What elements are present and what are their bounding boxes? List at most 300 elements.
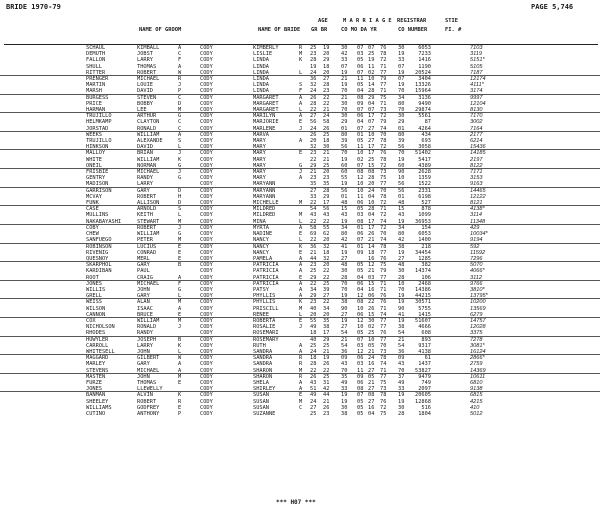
groom-surname: WHITE [86,156,102,163]
bride-age: 22 [323,274,330,281]
marriage-month: 08 [357,169,364,176]
registrar-number: 6053 [418,231,431,238]
film-number: 12028 [470,324,486,331]
marriage-day: 21 [368,268,375,275]
marriage-month: 12 [357,317,364,324]
marriage-year: 76 [380,299,387,306]
film-number: 4138* [470,206,485,213]
groom-middle-initial: A [178,361,182,368]
groom-age: 28 [310,57,317,64]
marriage-month: 04 [357,119,364,126]
groom-residence: CODY [200,69,213,76]
bride-age: 20 [323,262,330,269]
groom-given-name: GARY [137,293,150,300]
registrar-county: 19 [398,156,405,163]
registrar-county: 28 [398,410,405,417]
groom-surname: SHEELEY [86,398,109,405]
registrar-number: 15964 [415,88,431,95]
marriage-month: 05 [357,57,364,64]
bride-middle-initial: R [299,373,303,380]
groom-surname: WILLIAMS [86,404,112,411]
registrar-number: 1522 [418,181,431,188]
registrar-number: 7233 [418,51,431,58]
marriage-day: 27 [368,125,375,132]
marriage-day: 30 [368,317,375,324]
groom-given-name: BRIAN [137,150,153,157]
marriage-county: 30 [341,404,348,411]
marriage-year: 74 [380,125,387,132]
film-number: 7171 [470,169,483,176]
marriage-month: 12 [357,348,364,355]
groom-middle-initial: C [178,125,182,132]
groom-given-name: THOMAS [137,63,157,70]
groom-surname: MAGGARD [86,355,109,362]
marriage-month: 05 [357,330,364,337]
groom-given-name: MICHAEL [137,280,160,287]
groom-age: 23 [310,51,317,58]
film-number: 9138 [470,386,483,393]
bride-age: 43 [323,212,330,219]
marriage-month: 03 [357,361,364,368]
marriage-day: 17 [368,144,375,151]
registrar-county: 07 [398,63,405,70]
registrar-county: 33 [398,386,405,393]
marriage-day: 04 [368,212,375,219]
registrar-county: 54 [398,342,405,349]
groom-given-name: STEVEN [137,94,157,101]
groom-age: 22 [310,280,317,287]
marriage-year: 70 [380,342,387,349]
ledger-title: BRIDE 1970-79 [6,3,61,11]
marriage-county: 19 [341,69,348,76]
groom-surname: JONES [86,386,102,393]
marriage-year: 71 [380,100,387,107]
marriage-county: 70 [341,150,348,157]
groom-middle-initial: G [178,113,182,120]
marriage-day: 17 [368,218,375,225]
groom-age: 25 [310,410,317,417]
groom-surname: WILSON [86,305,106,312]
registrar-county: 15 [398,206,405,213]
bride-given-name: NANCY [253,243,269,250]
groom-age: 22 [310,107,317,114]
bride-age: 19 [323,355,330,362]
bride-given-name: MARGARET [253,94,279,101]
marriage-month: 07 [357,125,364,132]
bride-age: 22 [323,268,330,275]
bride-given-name: MARVA [253,131,269,138]
groom-middle-initial: K [178,156,182,163]
groom-age: 26 [310,131,317,138]
film-number: 6214 [470,138,483,145]
film-number: 15436 [470,144,486,151]
marriage-year: 79 [380,119,387,126]
film-number: 9163 [470,181,483,188]
bride-age: 28 [323,187,330,194]
registrar-county: 19 [398,218,405,225]
groom-residence: CODY [200,218,213,225]
registrar-county: 19 [398,249,405,256]
film-number: 6815 [470,392,483,399]
registrar-number: 1190 [418,63,431,70]
groom-age: 54 [310,206,317,213]
marriage-year: 72 [380,404,387,411]
bride-age: 21 [323,348,330,355]
groom-given-name: ROBERT [137,224,157,231]
marriage-month: 08 [357,299,364,306]
marriage-day: 03 [368,274,375,281]
bride-middle-initial: A [299,255,303,262]
groom-given-name: MICHAEL [137,169,160,176]
groom-surname: PRENGER [86,76,109,83]
marriage-day: 16 [368,286,375,293]
groom-residence: CODY [200,404,213,411]
groom-middle-initial: M [178,218,182,225]
marriage-county: 48 [341,262,348,269]
marriage-county: 15 [341,206,348,213]
groom-given-name: ROBERT [137,69,157,76]
groom-middle-initial: K [178,342,182,349]
bride-middle-initial: E [299,274,303,281]
groom-given-name: RANDY [137,330,153,337]
groom-middle-initial: G [178,286,182,293]
bride-middle-initial: S [299,82,303,89]
film-number: 4215 [470,398,483,405]
groom-given-name: ISAAC [137,305,153,312]
bride-age: 17 [323,330,330,337]
groom-middle-initial: B [178,262,182,269]
marriage-month: 03 [357,342,364,349]
bride-age: 22 [323,367,330,374]
bride-given-name: MARJORIE [253,119,279,126]
marriage-month: 07 [357,392,364,399]
film-number: 14465 [470,187,486,194]
marriage-county: 29 [341,119,348,126]
marriage-year: 73 [380,386,387,393]
bride-given-name: SUSAN [253,398,269,405]
marriage-county: 55 [341,175,348,182]
groom-given-name: ROBERT [137,193,157,200]
registrar-number: 2468 [418,280,431,287]
groom-age: 49 [310,392,317,399]
groom-surname: CARROLL [86,342,109,349]
bride-given-name: SANDRA [253,361,273,368]
marriage-day: 17 [368,224,375,231]
marriage-year: 77 [380,373,387,380]
groom-surname: MARTIN [86,82,106,89]
marriage-day: 14 [368,243,375,250]
marriage-month: 06 [357,379,364,386]
bride-given-name: MARY [253,150,266,157]
bride-given-name: ROSALIE [253,324,276,331]
bride-given-name: PATRICIA [253,274,279,281]
groom-surname: SKARPHOL [86,262,112,269]
marriage-day: 05 [368,342,375,349]
bride-age: 27 [323,293,330,300]
marriage-year: 73 [380,169,387,176]
groom-given-name: LARRY [137,57,153,64]
groom-age: 26 [310,373,317,380]
marriage-day: 10 [368,131,375,138]
groom-residence: CODY [200,293,213,300]
bride-age: 20 [323,237,330,244]
bride-given-name: LINDA [253,63,269,70]
groom-surname: COX [86,317,96,324]
groom-given-name: ALAN [137,299,150,306]
bride-middle-initial: J [299,324,303,331]
bride-age: 23 [323,410,330,417]
bride-age: 20 [323,169,330,176]
groom-given-name: GARY [137,187,150,194]
marriage-day: 14 [368,82,375,89]
marriage-county: 38 [341,299,348,306]
registrar-county: 43 [398,212,405,219]
bride-middle-initial: A [299,293,303,300]
groom-middle-initial: F [178,57,182,64]
bride-given-name: SANDRA [253,355,273,362]
film-number: 2759 [470,361,483,368]
groom-middle-initial: E [178,249,182,256]
bride-given-name: SHIRLEY [253,386,276,393]
groom-middle-initial: E [178,311,182,318]
bride-middle-initial: M [299,398,303,405]
marriage-county: 54 [341,342,348,349]
marriage-month: 02 [357,156,364,163]
marriage-month: 04 [357,286,364,293]
registrar-county: 70 [398,88,405,95]
bride-age: 62 [323,231,330,238]
bride-middle-initial: L [299,311,303,318]
bride-middle-initial: A [299,113,303,120]
marriage-month: 05 [357,82,364,89]
bride-given-name: PATRICIA [253,280,279,287]
groom-age: 23 [310,262,317,269]
groom-surname: CHEW [86,231,99,238]
marriage-county: 21 [341,94,348,101]
groom-age: 29 [310,274,317,281]
marriage-county: 19 [341,82,348,89]
marriage-county: 30 [341,113,348,120]
marriage-county: 01 [341,193,348,200]
groom-age: 43 [310,212,317,219]
bride-middle-initial: A [299,138,303,145]
film-number: 3114 [470,212,483,219]
film-number: 14369 [470,367,486,374]
film-number: 8122 [470,162,483,169]
bride-given-name: MARY [253,162,266,169]
registrar-number: 878 [421,206,431,213]
bride-given-name: PATRICIA [253,262,279,269]
groom-surname: KARDIBAN [86,268,112,275]
groom-given-name: KIMBALL [137,45,160,51]
marriage-year: 79 [380,268,387,275]
registrar-county: 70 [398,286,405,293]
bride-age: 18 [323,63,330,70]
bride-given-name: SHARON [253,373,273,380]
marriage-year: 77 [380,274,387,281]
bride-given-name: LINDA [253,82,269,89]
film-number: 7170 [470,113,483,120]
groom-middle-initial: J [178,224,182,231]
bride-middle-initial: A [299,348,303,355]
marriage-month: 10 [357,150,364,157]
marriage-year: 76 [380,255,387,262]
groom-age: 23 [310,150,317,157]
bride-age: 27 [323,76,330,83]
marriage-year: 77 [380,181,387,188]
groom-middle-initial: S [178,206,182,213]
groom-age: 18 [310,330,317,337]
marriage-day: 10 [368,336,375,343]
marriage-month: 06 [357,280,364,287]
bride-middle-initial: F [299,88,303,95]
groom-middle-initial: J [178,82,182,89]
bride-age: 21 [323,156,330,163]
groom-column-header: NAME OF GROOM [139,27,182,33]
registrar-county: 70 [398,107,405,114]
bride-middle-initial: M [299,51,303,58]
registrar-number: 9479 [418,373,431,380]
groom-age: 18 [310,355,317,362]
bride-age: 21 [323,398,330,405]
marriage-county: 70 [341,280,348,287]
groom-given-name: MERL [137,255,150,262]
bride-age: 29 [323,193,330,200]
groom-residence: CODY [200,82,213,89]
film-number: 7164 [470,125,483,132]
marriage-month: 11 [357,367,364,374]
groom-age: 24 [310,88,317,95]
registrar-number: 4264 [418,125,431,132]
marriage-year: 76 [380,398,387,405]
marriage-day: 10 [368,76,375,83]
marriage-county: 42 [341,51,348,58]
groom-middle-initial: M [178,373,182,380]
marriage-day: 28 [368,88,375,95]
groom-surname: ONEIL [86,162,102,169]
groom-middle-initial: L [178,293,182,300]
groom-middle-initial: L [178,212,182,219]
groom-age: 20 [310,138,317,145]
marriage-day: 16 [368,404,375,411]
marriage-county: 28 [341,274,348,281]
registrar-number: 14374 [415,268,431,275]
marriage-day: 21 [368,237,375,244]
bride-given-name: SUSAN [253,392,269,399]
registrar-number: 6053 [418,45,431,51]
registrar-number: 1416 [418,57,431,64]
groom-given-name: WILLIAM [137,156,160,163]
groom-middle-initial: K [178,392,182,399]
marriage-year: 70 [380,187,387,194]
film-number: 9997 [470,94,483,101]
bride-middle-initial: R [299,355,303,362]
groom-given-name: JOSEPH [137,336,157,343]
film-number: 7278 [470,336,483,343]
groom-age: 23 [310,299,317,306]
marriage-year: 75 [380,94,387,101]
marriage-day: 26 [368,231,375,238]
registrar-number: 693 [421,138,431,145]
groom-age: 24 [310,69,317,76]
footer-code: *** H07 *** [276,499,316,506]
registrar-number: 1437 [418,361,431,368]
groom-given-name: GODFREY [137,404,160,411]
groom-residence: CODY [200,206,213,213]
groom-given-name: LARRY [137,342,153,349]
marriage-month: 11 [357,76,364,83]
groom-middle-initial: A [178,305,182,312]
groom-residence: CODY [200,243,213,250]
registrar-number: 154 [421,224,431,231]
registrar-number: 4389 [418,162,431,169]
marriage-month: 07 [357,336,364,343]
groom-middle-initial: R [178,398,182,405]
groom-middle-initial: A [178,131,182,138]
groom-surname: WEISS [86,299,102,306]
registrar-number: 1804 [418,410,431,417]
marriage-year: 77 [380,249,387,256]
groom-given-name: THOMAS [137,379,157,386]
registrar-county: 70 [398,150,405,157]
bride-age: 22 [323,100,330,107]
marriage-county: 54 [341,330,348,337]
marriage-day: 25 [368,330,375,337]
groom-given-name: ROBERT [137,398,157,405]
groom-residence: CODY [200,224,213,231]
groom-given-name: ARNOLD [137,206,157,213]
groom-surname: GARRISON [86,187,112,194]
bride-given-name: PHYLLIS [253,293,276,300]
bride-given-name: MARYANN [253,181,276,188]
groom-given-name: JOHN [137,373,150,380]
bride-age: 25 [323,162,330,169]
registrar-number: 1415 [418,311,431,318]
bride-age: 38 [323,324,330,331]
groom-residence: CODY [200,156,213,163]
marriage-month: 05 [357,404,364,411]
groom-age: 22 [310,218,317,225]
marriage-year: 72 [380,212,387,219]
bride-given-name: MARY [253,156,266,163]
groom-residence: CODY [200,361,213,368]
bride-given-name: LINDA [253,57,269,64]
groom-surname: HINKSON [86,144,109,151]
groom-age: 24 [310,348,317,355]
groom-given-name: LUCIUS [137,243,157,250]
marriage-day: 08 [368,169,375,176]
marriage-year: 78 [380,355,387,362]
marriage-month: 12 [357,293,364,300]
marriage-year: 74 [380,311,387,318]
groom-middle-initial: E [178,404,182,411]
groom-middle-initial: G [178,162,182,169]
groom-residence: CODY [200,268,213,275]
registrar-column-header: REGISTRAR [397,18,427,24]
registrar-number: 3136 [418,94,431,101]
groom-middle-initial: G [178,175,182,182]
bride-age: 55 [323,224,330,231]
groom-surname: ROOT [86,274,99,281]
film-number: 9194 [470,237,483,244]
groom-surname: FUNK [86,200,99,207]
marriage-day: 26 [368,305,375,312]
groom-surname: CUTINO [86,410,106,417]
registrar-county: 34 [398,94,405,101]
registrar-county: 80 [398,100,405,107]
registrar-number: 14386 [415,286,431,293]
groom-residence: CODY [200,76,213,83]
